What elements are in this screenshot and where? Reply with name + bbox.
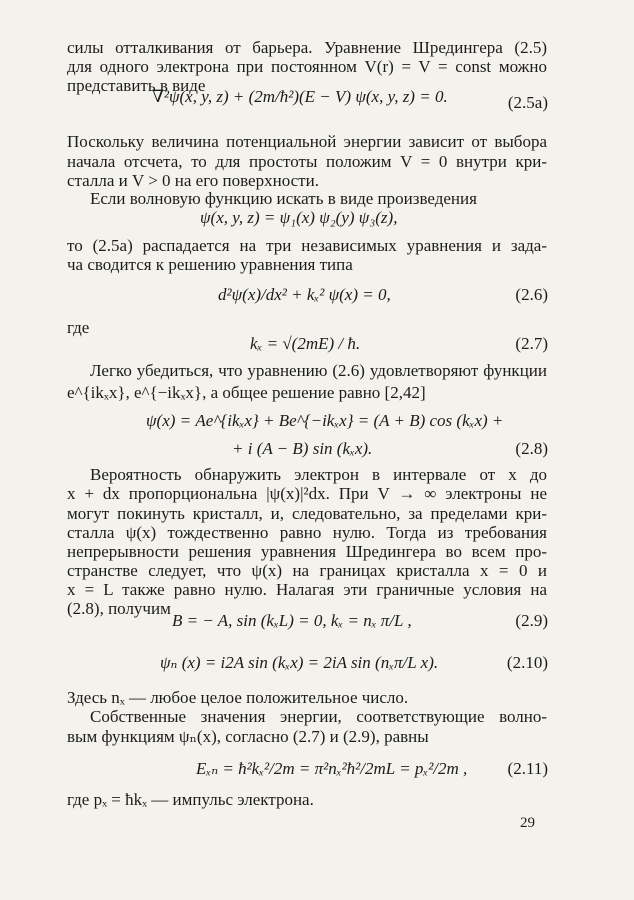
- equation-2-8-line1: ψ(x) = Ae^{ikₓx} + Be^{−ikₓx} = (A + B) cos (kₓx) +: [146, 411, 504, 430]
- text-line: Собственные значения энергии, соответствующие волно-: [90, 707, 547, 726]
- text-line: для одного электрона при постоянном V(r) = V = const можно: [67, 57, 547, 76]
- equation-number: (2.10): [506, 653, 548, 672]
- equation-number: (2.8): [515, 439, 548, 458]
- equation-number: (2.5а): [507, 93, 548, 112]
- text-line: Вероятность обнаружить электрон в интервале от x до: [90, 465, 547, 484]
- text-line: сталла и V > 0 на его поверхности.: [67, 171, 319, 190]
- equation-text: ∇²ψ(x, y, z) + (2m/ħ²)(E − V) ψ(x, y, z) = 0.: [152, 87, 448, 106]
- equation-2-5a: [152, 86, 448, 108]
- text-line: непрерывности решения уравнения Шредингера во всем про-: [67, 542, 547, 561]
- text-line: странстве следует, что ψ(x) на границах кристалла x = 0 и: [67, 561, 547, 580]
- text-line: x = L также равно нулю. Налагая эти граничные условия на: [67, 580, 547, 599]
- text-line: вым функциям ψₙ(x), согласно (2.7) и (2.9), равны: [67, 727, 429, 746]
- equation-2-11: Eₓₙ = ħ²kₓ²/2m = π²nₓ²ħ²/2mL = pₓ²/2m ,: [196, 759, 468, 778]
- equation-2-6: d²ψ(x)/dx² + kₓ² ψ(x) = 0,: [218, 285, 391, 304]
- text-line: (2.8), получим: [67, 599, 171, 618]
- text-line: Легко убедиться, что уравнению (2.6) удовлетворяют функции: [90, 361, 547, 380]
- text-line: сталла ψ(x) тождественно равно нулю. Тогда из требования: [67, 523, 547, 542]
- text-line: могут покинуть кристалл, и, следовательно, за пределами кри-: [67, 504, 547, 523]
- equation-number: (2.11): [507, 759, 548, 778]
- equation-2-9: B = − A, sin (kₓL) = 0, kₓ = nₓ π/L ,: [172, 611, 412, 630]
- equation-number: (2.6): [515, 285, 548, 304]
- equation-2-8-line2: + i (A − B) sin (kₓx).: [232, 439, 373, 458]
- equation-2-10: ψₙ (x) = i2A sin (kₓx) = 2iA sin (nₓπ/L x).: [160, 653, 439, 672]
- page-number: 29: [520, 815, 535, 831]
- text-line: x + dx пропорциональна |ψ(x)|²dx. При V → ∞ электроны не: [67, 484, 547, 503]
- equation-number: (2.9): [515, 611, 548, 630]
- text-line: e^{ikₓx}, e^{−ikₓx}, а общее решение равно [2,42]: [67, 383, 426, 402]
- equation-2-7: kₓ = √(2mE) / ħ.: [250, 334, 361, 353]
- text-line: ча сводится к решению уравнения типа: [67, 255, 353, 274]
- text-line: силы отталкивания от барьера. Уравнение Шредингера (2.5): [67, 38, 547, 57]
- text-line: представить в виде: [67, 76, 206, 95]
- equation-number: (2.7): [515, 334, 548, 353]
- text-line: то (2.5а) распадается на три независимых уравнения и зада-: [67, 236, 547, 255]
- text-line: Здесь nₓ — любое целое положительное число.: [67, 688, 409, 707]
- text-line: Поскольку величина потенциальной энергии зависит от выбора: [67, 132, 547, 151]
- text-line: начала отсчета, то для простоты положим V = 0 внутри кри-: [67, 152, 547, 171]
- text-line: где: [67, 318, 90, 337]
- equation-product: ψ(x, y, z) = ψ₁(x) ψ₂(y) ψ₃(z),: [200, 208, 398, 227]
- text-line: где pₓ = ħkₓ — импульс электрона.: [67, 790, 314, 809]
- text-line: Если волновую функцию искать в виде произведения: [90, 189, 477, 208]
